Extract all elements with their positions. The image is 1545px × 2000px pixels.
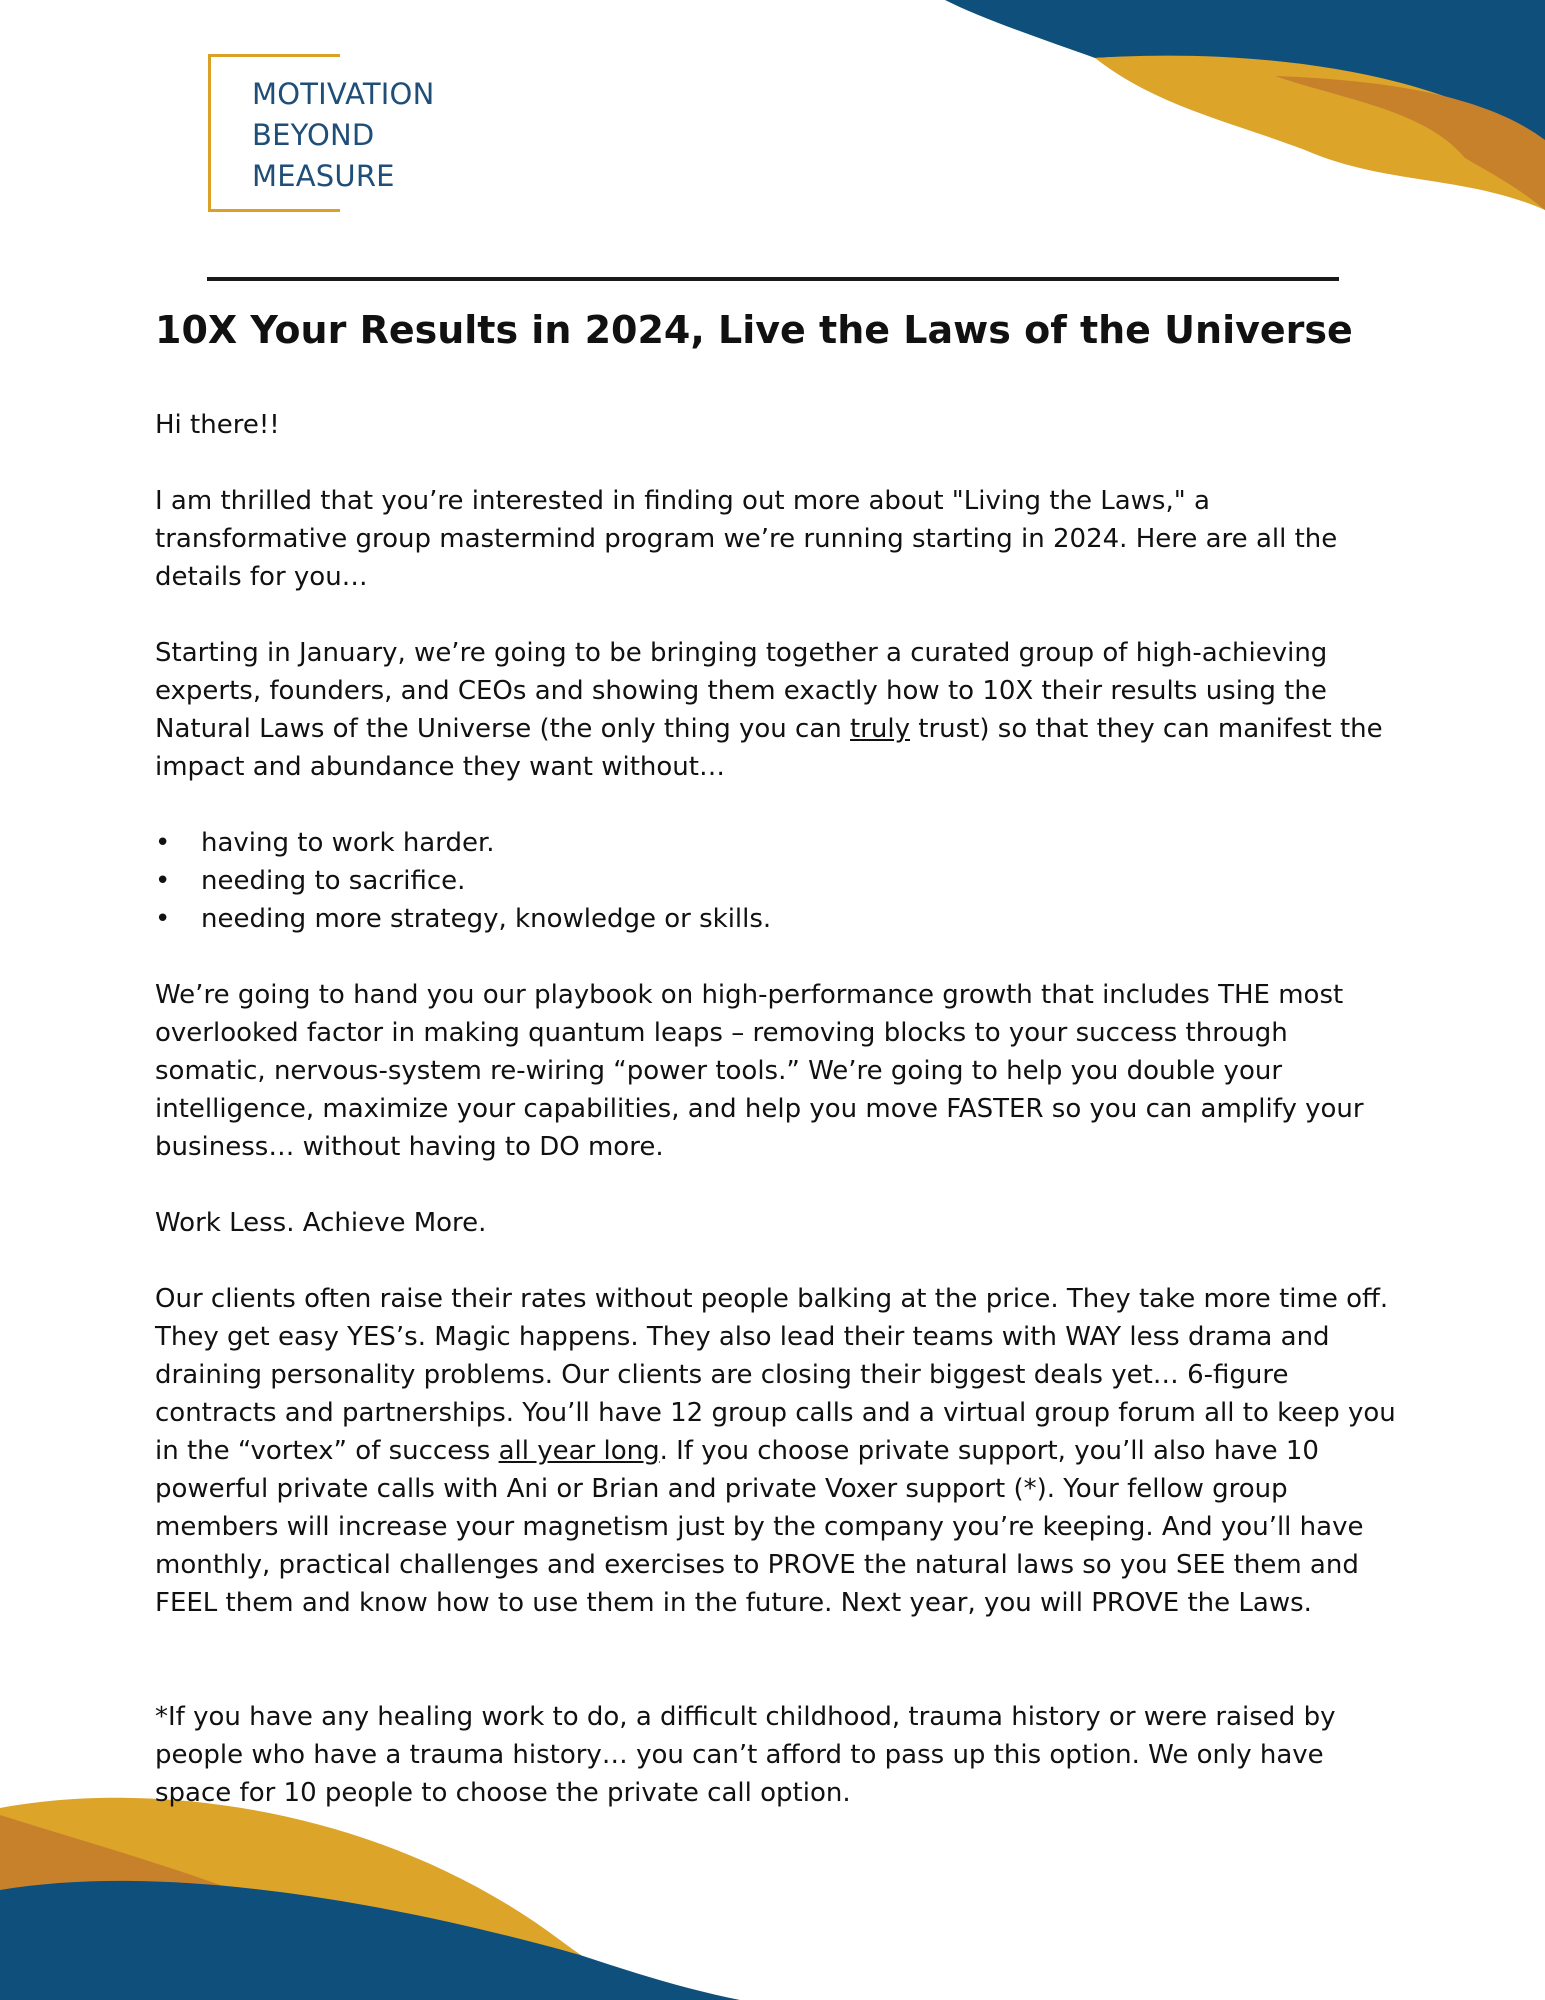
top-right-wave-decoration xyxy=(825,0,1545,210)
without-list xyxy=(155,824,1405,938)
program-text-a: Starting in January, we’re going to be bringing together a curated group of high-achieving experts, founders, and CEOs and showing them exactly how to 10X their results using the Natural Laws of the Universe (the only thing you can xyxy=(155,638,1328,744)
bullet-mark: • xyxy=(155,866,171,896)
list-item-text: having to work harder. xyxy=(201,828,495,858)
logo-line-3: MEASURE xyxy=(252,159,395,193)
list-item-text: needing more strategy, knowledge or skills. xyxy=(201,904,772,934)
bullet-mark: • xyxy=(155,828,171,858)
program-text-b: trust) so that they can manifest the impact and abundance they want without… xyxy=(155,714,1383,782)
logo-line-1: MOTIVATION xyxy=(252,77,435,111)
footnote: *If you have any healing work to do, a difficult childhood, trauma history or were raised by people who have a trauma history… you can’t afford to pass up this option. We only have space for 10 people to choose the private call option. xyxy=(155,1702,1336,1808)
list-item xyxy=(155,824,1405,862)
program-paragraph xyxy=(155,634,1405,786)
playbook-paragraph: We’re going to hand you our playbook on high-performance growth that includes THE most overlooked factor in making quantum leaps – removing blocks to your success through somatic, nervous-system re-wiring “power tools.” We’re going to help you double your intelligence, maximize your capabilities, and help you move FASTER so you can amplify your business… without having to DO more. xyxy=(155,980,1364,1162)
header-divider xyxy=(207,277,1339,281)
logo-line-2: BEYOND xyxy=(252,118,375,152)
letter-body xyxy=(155,300,1405,1850)
tagline: Work Less. Achieve More. xyxy=(155,1208,487,1238)
intro-paragraph: I am thrilled that you’re interested in finding out more about "Living the Laws," a transformative group mastermind program we’re running starting in 2024. Here are all the details for you… xyxy=(155,486,1338,592)
bullet-mark: • xyxy=(155,904,171,934)
list-item-text: needing to sacrifice. xyxy=(201,866,466,896)
clients-text-a: Our clients often raise their rates without people balking at the price. They take more time off. They get easy YES’s. Magic happens. They also lead their teams with WAY less drama and draining personality problems. Our clients are closing their biggest deals yet… 6-figure contracts and partnerships. You’ll have 12 group calls and a virtual group forum all to keep you in the “vortex” of success xyxy=(155,1284,1396,1466)
clients-underlined-phrase: all year long xyxy=(498,1436,660,1466)
clients-text-b: . If you choose private support, you’ll also have 10 powerful private calls with Ani or Brian and private Voxer support (*). Your fellow group members will increase your magnetism just by the company you’re keeping. And you’ll have monthly, practical challenges and exercises to PROVE the natural laws so you SEE them and FEEL them and know how to use them in the future. Next year, you will PROVE the Laws. xyxy=(155,1436,1364,1618)
greeting: Hi there!! xyxy=(155,410,280,440)
page-title: 10X Your Results in 2024, Live the Laws of the Universe xyxy=(155,308,1353,352)
list-item xyxy=(155,900,1405,938)
program-underlined-word: truly xyxy=(850,714,911,744)
list-item xyxy=(155,862,1405,900)
logo-wordmark xyxy=(252,74,492,197)
clients-paragraph xyxy=(155,1280,1405,1622)
